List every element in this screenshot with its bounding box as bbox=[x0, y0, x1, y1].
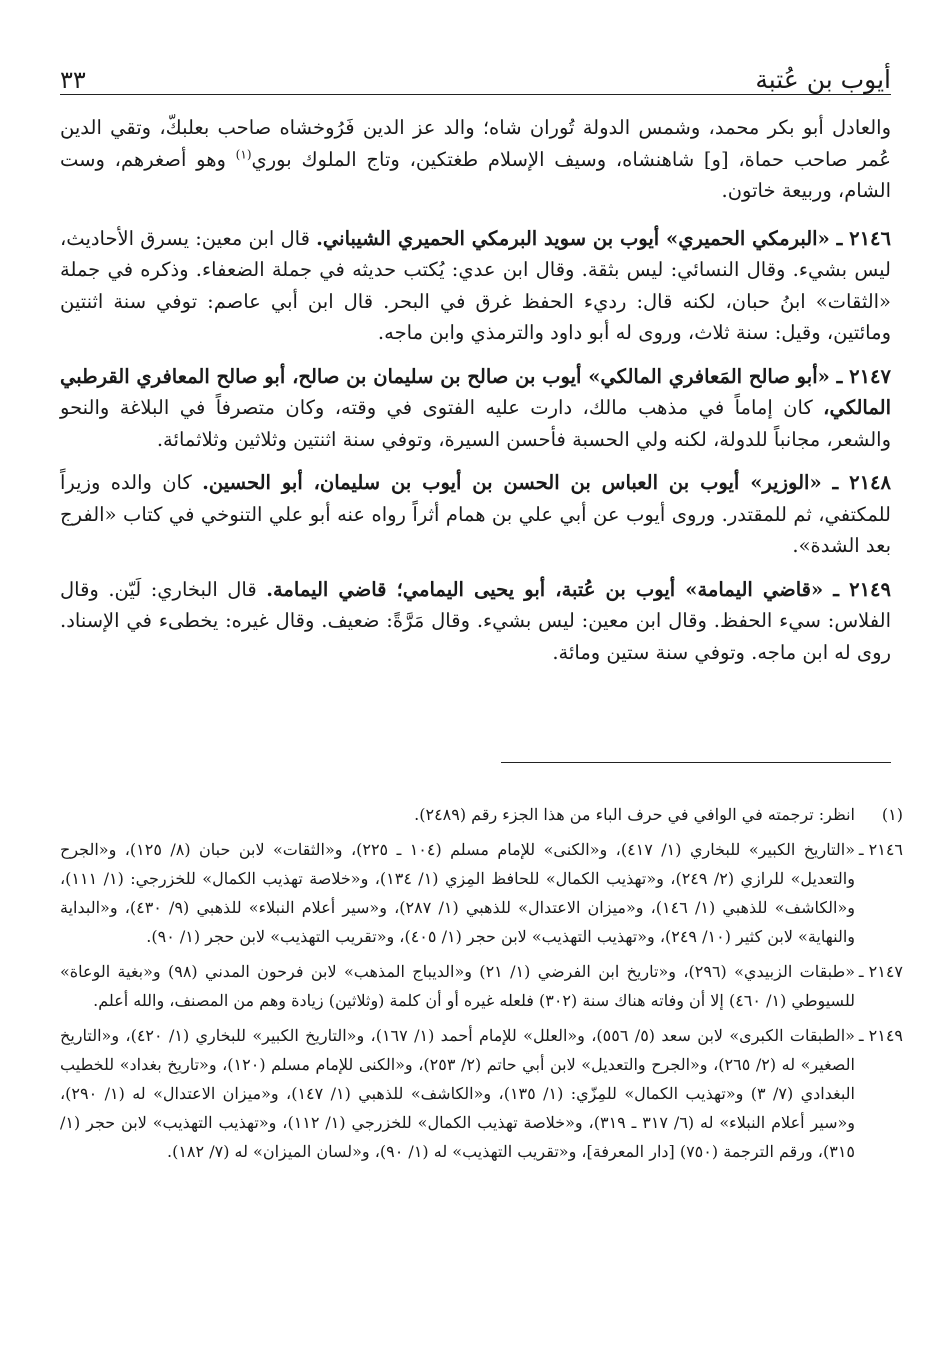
footnote bbox=[60, 835, 903, 951]
footnote-text: «التاريخ الكبير» للبخاري (١/ ٤١٧)، و«الكنى» للإمام مسلم (١٠٤ ـ ٢٢٥)، و«الثقات» لابن حبان (٨/ ١٢٥)، و«الجرح والتعديل» للرازي (٢/ ٢٤٩)، و«تهذيب الكمال» للحافظ المِزي (١/ ١٣٤)، و«خلاصة تهذيب الكمال» للخزرجي: (١/ ١١١)، و«الكاشف» للذهبي (١/ ١٤٦)، و«ميزان الاعتدال» للذهبي (١/ ٢٨٧)، و«سير أعلام النبلاء» للذهبي (٩/ ٤٣٠)، و«البداية والنهاية» لابن كثير (١٠/ ٢٤٩)، و«تهذيب التهذيب» لابن حجر (١/ ٤٠٥)، و«تقريب التهذيب» لابن حجر (١/ ٩٠). bbox=[60, 840, 856, 946]
biography-entry: ٢١٤٦ ـ «البرمكي الحميري» أيوب بن سويد البرمكي الحميري الشيباني. قال ابن معين: يسرق الأحاديث، ليس بشيء. وقال النسائي: ليس بثقة. وقال ابن عدي: يُكتب حديثه في جملة الضعفاء. وذكره في جملة «الثقات» ابنُ حبان، لكنه قال: رديء الحفظ غرق في البحر. قال ابن أبي عاصم: توفي سنة اثنتين ومائتين، وقيل: سنة ثلاث، وروى له أبو داود والترمذي وابن ماجه. bbox=[60, 226, 891, 344]
entry-heading: «قاضي اليمامة» أيوب بن عُتبة، أبو يحيى اليمامي؛ قاضي اليمامة. bbox=[266, 577, 824, 601]
entry-heading: «أبو صالح المَعافري المالكي» أيوب بن صالح بن سليمان بن صالح، أبو صالح المعافري القرطبي المالكي، bbox=[60, 364, 891, 419]
entry-heading: «البرمكي الحميري» أيوب بن سويد البرمكي الحميري الشيباني. bbox=[316, 226, 830, 250]
entry-text: قال ابن معين: يسرق الأحاديث، ليس بشيء. وقال النسائي: ليس بثقة. وقال ابن عدي: يُكتب حديثه في جملة الضعفاء. وذكره في جملة «الثقات» ابنُ حبان، لكنه قال: رديء الحفظ غرق في البحر. قال ابن أبي عاصم: توفي سنة اثنتين ومائتين، وقيل: سنة ثلاث، وروى له أبو داود والترمذي وابن ماجه. bbox=[60, 226, 891, 344]
footnote-number: ٢١٤٩ ـ bbox=[858, 1026, 903, 1045]
intro-paragraph bbox=[60, 112, 891, 207]
footnote-marker: (١) bbox=[235, 147, 252, 161]
footnote bbox=[60, 1021, 903, 1166]
footnote-number: ٢١٤٧ ـ bbox=[858, 962, 903, 981]
footnote bbox=[60, 800, 903, 829]
entry-text: كان إماماً في مذهب مالك، دارت عليه الفتوى في وقته، وكان متصرفاً في البلاغة والنحو والشعر، مجانباً للدولة، لكنه ولي الحسبة فأحسن السيرة، وتوفي سنة اثنتين وثلاثين وثلاثمائة. bbox=[60, 396, 891, 451]
header-rule bbox=[60, 94, 891, 95]
biography-entry: ٢١٤٩ ـ «قاضي اليمامة» أيوب بن عُتبة، أبو يحيى اليمامي؛ قاضي اليمامة. قال البخاري: لَيّن. وقال الفلاس: سيء الحفظ. وقال ابن معين: ليس بشيء. وقال مَرَّةً: ضعيف. وقال غيره: يخطىء في الإسناد. روى له ابن ماجه. وتوفي سنة ستين ومائة. bbox=[60, 577, 891, 664]
running-title: أيوب بن عُتبة bbox=[755, 65, 891, 94]
intro-text: والعادل أبو بكر محمد، وشمس الدولة تُوران شاه؛ والد عز الدين فَرُوخشاه صاحب بعلبكّ، وتقي الدين عُمر صاحب حماة، [و] شاهنشاه، وسيف الإسلام طغتكين، وتاج الملوك بوري bbox=[60, 116, 891, 171]
entry-text: قال البخاري: لَيّن. وقال الفلاس: سيء الحفظ. وقال ابن معين: ليس بشيء. وقال مَرَّةً: ضعيف. وقال غيره: يخطىء في الإسناد. روى له ابن ماجه. وتوفي سنة ستين ومائة. bbox=[60, 577, 891, 664]
entry-text: كان والده وزيراً للمكتفي، ثم للمقتدر. وروى أيوب عن أبي علي بن همام أثراً رواه عنه أبو علي التنوخي في كتاب «الفرج بعد الشدة». bbox=[60, 471, 891, 557]
biography-entry: ٢١٤٨ ـ «الوزير» أيوب بن العباس بن الحسن بن أيوب بن سليمان، أبو الحسين. كان والده وزيراً للمكتفي، ثم للمقتدر. وروى أيوب عن أبي علي بن همام أثراً رواه عنه أبو علي التنوخي في كتاب «الفرج بعد الشدة». bbox=[60, 471, 892, 557]
entry-number: ٢١٤٦ bbox=[849, 226, 891, 250]
footnote-text: «طبقات الزبيدي» (٢٩٦)، و«تاريخ ابن الفرضي (١/ ٢١) و«الديباج المذهب» لابن فرحون المدني (٩٨) و«بغية الوعاة» للسيوطي (١/ ٤٦٠) إلا أن وفاته هناك سنة (٣٠٢) فلعله غيره أو أن كلمة (وثلاثين) زيادة وهم من المصنف، والله أعلم. bbox=[60, 962, 856, 1010]
main-text bbox=[60, 112, 891, 680]
footnote-separator bbox=[501, 762, 891, 763]
footnote-number: ٢١٤٦ ـ bbox=[858, 840, 903, 859]
footnote-text: «الطبقات الكبرى» لابن سعد (٥/ ٥٥٦)، و«العلل» للإمام أحمد (١/ ١٦٧)، و«التاريخ الكبير» للبخاري (١/ ٤٢٠)، و«التاريخ الصغير» له (٢/ ٢٦٥)، و«الجرح والتعديل» لابن أبي حاتم (٢/ ٢٥٣)، و«الكنى للإمام مسلم (١٢٠)، و«تاريخ بغداد» للخطيب البغدادي (٧/ ٣) و«تهذيب الكمال» للمِزّي: (١/ ١٣٥)، و«الكاشف» للذهبي (١/ ١٤٧)، و«ميزان الاعتدال» له (١/ ٢٩٠)، و«سير أعلام النبلاء» له (٦/ ٣١٧ ـ ٣١٩)، و«خلاصة تهذيب الكمال» للخزرجي (١/ ١١٢)، و«تهذيب التهذيب» لابن حجر (١/ ٣١٥)، ورقم الترجمة (٧٥٠) [دار المعرفة]، و«تقريب التهذيب» له (١/ ٩٠)، و«لسان الميزان» له (٧/ ١٨٢). bbox=[60, 1026, 856, 1161]
entry-heading: «الوزير» أيوب بن العباس بن الحسن بن أيوب بن سليمان، أبو الحسين. bbox=[202, 471, 822, 494]
running-header bbox=[60, 52, 891, 94]
entry-number: ٢١٤٧ bbox=[849, 364, 891, 388]
page-number: ٣٣ bbox=[60, 66, 86, 94]
footnotes bbox=[60, 800, 903, 1172]
biography-entry: ٢١٤٧ ـ «أبو صالح المَعافري المالكي» أيوب بن صالح بن سليمان بن صالح، أبو صالح المعافري القرطبي المالكي، كان إماماً في مذهب مالك، دارت عليه الفتوى في وقته، وكان متصرفاً في البلاغة والنحو والشعر، مجانباً للدولة، لكنه ولي الحسبة فأحسن السيرة، وتوفي سنة اثنتين وثلاثين وثلاثمائة. bbox=[60, 364, 891, 451]
entry-number: ٢١٤٩ bbox=[849, 577, 891, 601]
footnote bbox=[60, 957, 903, 1015]
intro-text-end: وهو أصغرهم، وست الشام، وربيعة خاتون. bbox=[60, 147, 891, 202]
footnote-number: (١) bbox=[881, 805, 903, 824]
footnote-text: انظر: ترجمته في الوافي في حرف الباء من هذا الجزء رقم (٢٤٨٩). bbox=[414, 805, 855, 824]
entry-number: ٢١٤٨ bbox=[849, 471, 892, 494]
